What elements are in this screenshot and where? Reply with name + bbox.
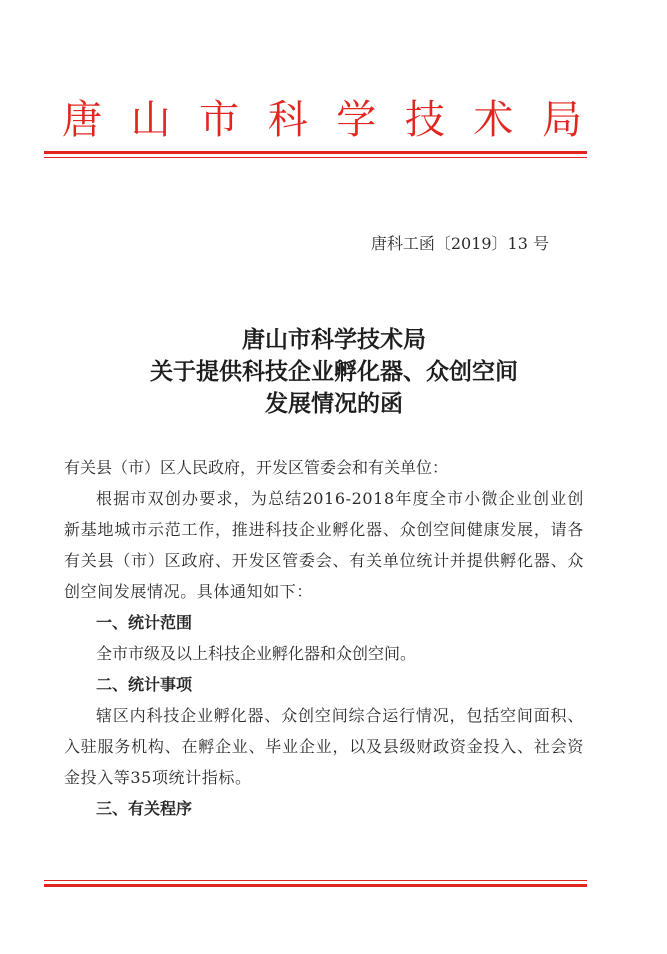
letterhead-char: 科: [267, 97, 308, 143]
salutation: 有关县（市）区人民政府，开发区管委会和有关单位：: [64, 458, 449, 477]
document-title: [64, 324, 604, 420]
footer-red-rule-thin: [44, 880, 587, 881]
letterhead-title: [62, 94, 582, 146]
document-body: [64, 452, 584, 824]
letterhead-char: 山: [130, 97, 171, 143]
title-line-2: 关于提供科技企业孵化器、众创空间: [150, 358, 518, 385]
title-line-3: 发展情况的函: [265, 390, 403, 417]
document-number: 唐科工函〔2019〕13 号: [370, 234, 549, 253]
letterhead-char: 市: [199, 97, 240, 143]
section-1-heading: 一、统计范围: [96, 613, 193, 632]
letterhead-char: 术: [473, 97, 514, 143]
section-2-heading: 二、统计事项: [96, 675, 193, 694]
footer-red-rule-thick: [44, 884, 587, 887]
header-red-rule-thick: [44, 151, 587, 154]
letterhead-char: 学: [336, 97, 377, 143]
intro-paragraph: 根据市双创办要求，为总结2016-2018年度全市小微企业创业创新基地城市示范工作，推进科技企业孵化器、众创空间健康发展，请各有关县（市）区政府、开发区管委会、有关单位统计并提供孵化器、众创空间发展情况。具体通知如下：: [64, 489, 584, 601]
section-1-text: 全市市级及以上科技企业孵化器和众创空间。: [96, 644, 417, 663]
header-red-rule-thin: [44, 157, 587, 158]
section-3-heading: 三、有关程序: [96, 799, 193, 818]
section-2-text: 辖区内科技企业孵化器、众创空间综合运行情况，包括空间面积、入驻服务机构、在孵企业、毕业企业，以及县级财政资金投入、社会资金投入等35项统计指标。: [64, 706, 584, 787]
letterhead-char: 技: [404, 97, 445, 143]
letterhead-char: 局: [541, 97, 582, 143]
letterhead-char: 唐: [62, 97, 102, 143]
title-line-1: 唐山市科学技术局: [242, 326, 426, 353]
